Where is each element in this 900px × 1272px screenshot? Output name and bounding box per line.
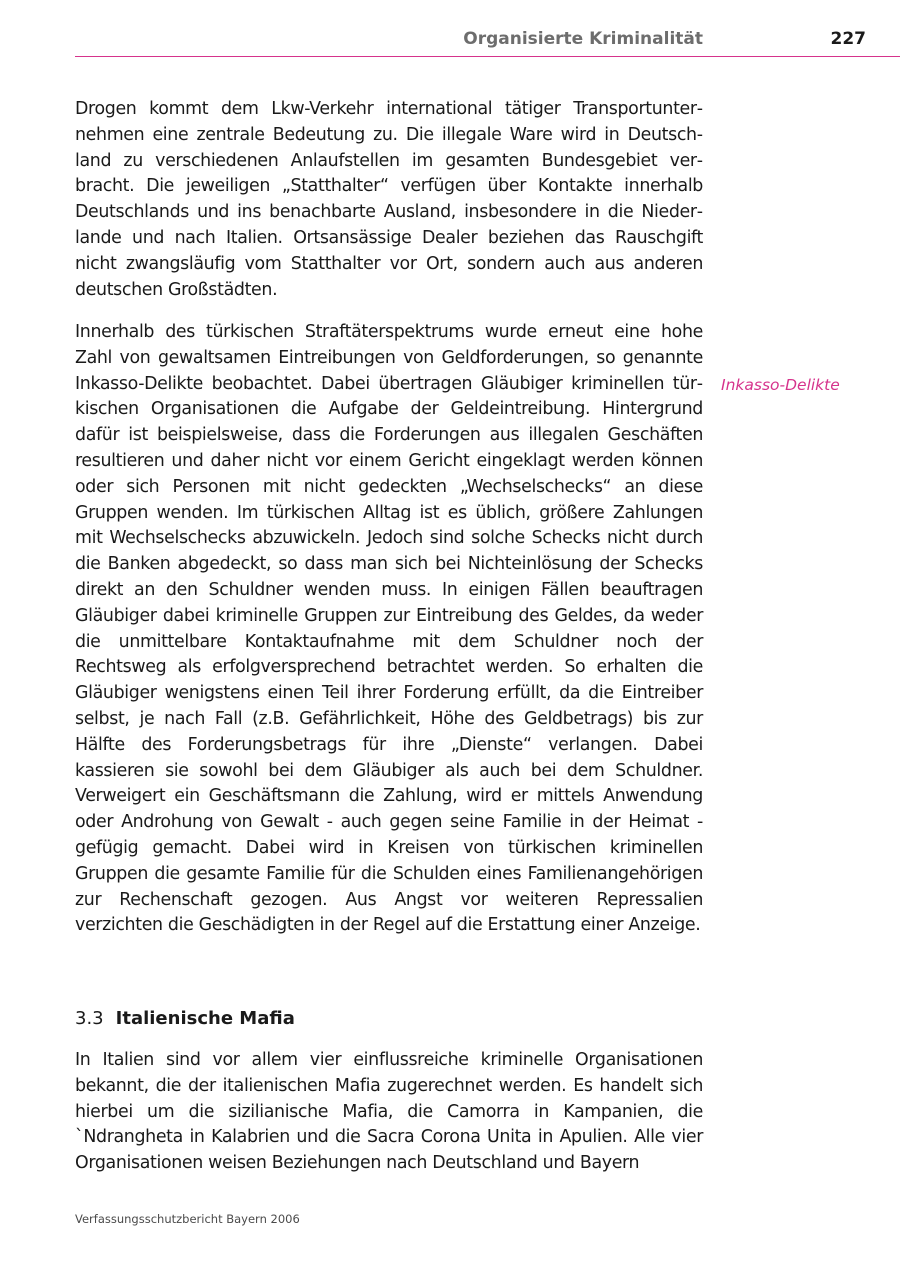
section-number: 3.3 <box>75 1008 104 1029</box>
paragraph-inkasso-delikte: Innerhalb des türkischen Straftäterspektrums wurde erneut eine hohe Zahl von gewaltsamen Eintreibungen von Geldforderungen, so genannte Inkasso-Delikte beobachtet. Dabei übertragen Gläubiger kriminellen türkischen Organisationen die Aufgabe der Geldeintreibung. Hintergrund dafür ist beispielsweise, dass die Forderungen aus illegalen Geschäften resultieren und daher nicht vor einem Gericht eingeklagt werden können oder sich Personen mit nicht gedeckten „Wechselschecks“ an diese Gruppen wenden. Im türkischen Alltag ist es üblich, größere Zahlungen mit Wechselschecks abzuwickeln. Jedoch sind solche Schecks nicht durch die Banken abgedeckt, so dass man sich bei Nichteinlösung der Schecks direkt an den Schuldner wenden muss. In einigen Fällen beauftragen Gläubiger dabei kriminelle Gruppen zur Eintreibung des Geldes, da weder die unmittelbare Kontaktaufnahme mit dem Schuldner noch der Rechtsweg als erfolgversprechend betrachtet werden. So erhalten die Gläubiger wenigstens einen Teil ihrer Forderung erfüllt, da die Eintreiber selbst, je nach Fall (z.B. Gefährlichkeit, Höhe des Geldbetrags) bis zur Hälfte des Forderungsbetrags für ihre „Dienste“ verlangen. Dabei kassieren sie sowohl bei dem Gläubiger als auch bei dem Schuldner. Verweigert ein Geschäftsmann die Zahlung, wird er mittels Anwendung oder Androhung von Gewalt - auch gegen seine Familie in der Heimat - gefügig gemacht. Dabei wird in Kreisen von türkischen kriminellen Gruppen die gesamte Familie für die Schulden eines Familienangehörigen zur Rechenschaft gezogen. Aus Angst vor weiteren Repressalien verzichten die Geschädigten in der Regel auf die Erstattung einer Anzeige. <box>75 322 703 936</box>
paragraph-italian-mafia: In Italien sind vor allem vier einflussreiche kriminelle Organisationen bekannt, die der italienischen Mafia zugerechnet werden. Es handelt sich hierbei um die sizilianische Mafia, die Camorra in Kampanien, die `Ndrangheta in Kalabrien und die Sacra Corona Unita in Apulien. Alle vier Organisationen weisen Beziehungen nach Deutschland und Bayern <box>75 1050 703 1174</box>
section-heading <box>75 1006 703 1032</box>
paragraph-drugs-transport: Drogen kommt dem Lkw-Verkehr international tätiger Transportunternehmen eine zentrale Bedeutung zu. Die illegale Ware wird in Deutschland zu verschiedenen Anlaufstellen im gesamten Bundesgebiet verbracht. Die jeweiligen „Statthalter“ verfügen über Kontakte innerhalb Deutschlands und ins benachbarte Ausland, insbesondere in die Niederlande und nach Italien. Ortsansässige Dealer beziehen das Rauschgift nicht zwangsläufig vom Statthalter vor Ort, sondern auch aus anderen deutschen Großstädten. <box>75 99 703 300</box>
margin-note-inkasso-delikte: Inkasso-Delikte <box>721 376 840 394</box>
header-rule <box>75 56 900 57</box>
header-title: Organisierte Kriminalität <box>463 29 703 49</box>
section-title: Italienische Mafia <box>115 1008 295 1029</box>
page-number: 227 <box>830 29 866 49</box>
footer-publication: Verfassungsschutzbericht Bayern 2006 <box>75 1212 300 1226</box>
